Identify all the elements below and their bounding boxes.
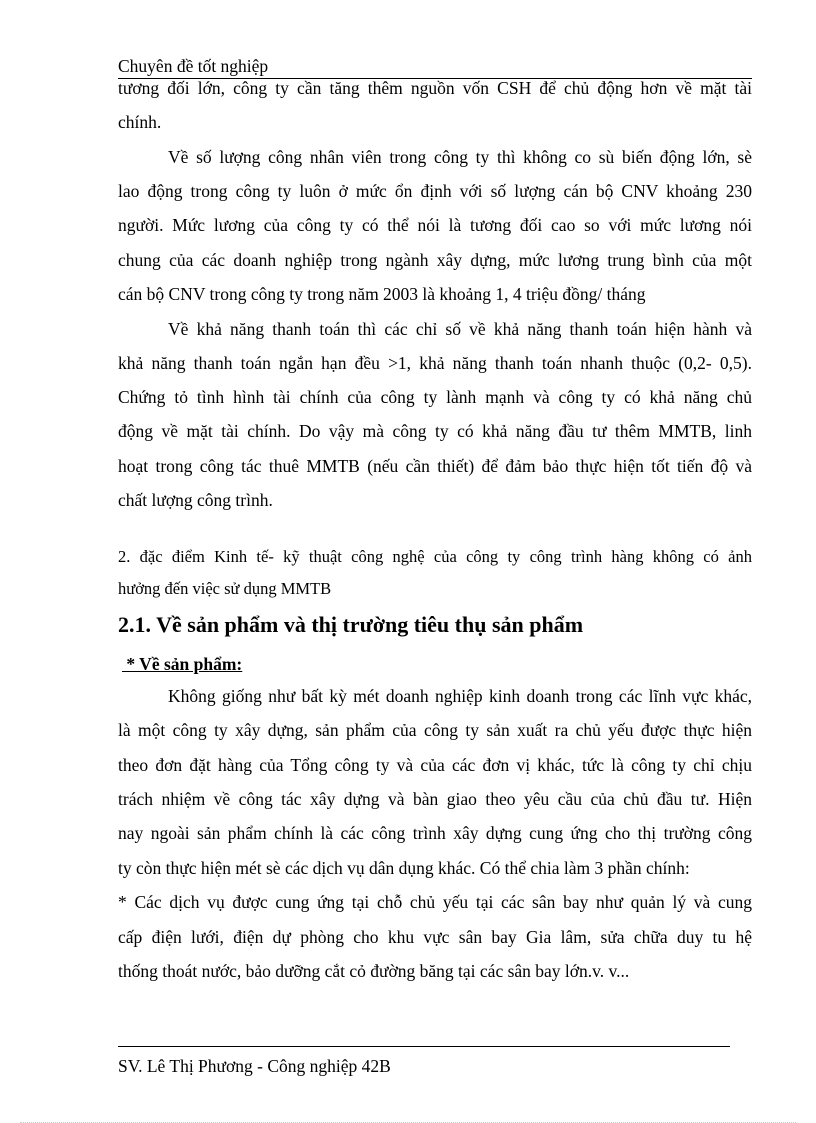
- text-line: chất lượng công trình.: [118, 490, 273, 510]
- text-line: hoạt trong công tác thuê MMTB (nếu cần thiết) để đảm bảo thực hiện tốt tiến độ và: [118, 456, 752, 476]
- section-intro-line: hưởng đến việc sử dụng MMTB: [118, 579, 332, 598]
- text-line: Chứng tỏ tình hình tài chính của công ty lành mạnh và công ty có khả năng chủ: [118, 387, 752, 407]
- text-line: Không giống như bất kỳ mét doanh nghiệp kinh doanh trong các lĩnh vực khác,: [168, 686, 752, 706]
- text-line: khả năng thanh toán ngắn hạn đều >1, khả năng thanh toán nhanh thuộc (0,2- 0,5).: [118, 353, 752, 373]
- text-line: cán bộ CNV trong công ty trong năm 2003 là khoảng 1, 4 triệu đồng/ tháng: [118, 284, 646, 304]
- page-header: [118, 54, 752, 79]
- text-line: cấp điện lưới, điện dự phòng cho khu vực sân bay Gia lâm, sửa chữa duy tu hệ: [118, 927, 752, 947]
- text-line: Về khả năng thanh toán thì các chỉ số về khả năng thanh toán hiện hành và: [168, 319, 752, 339]
- section-heading: 2.1. Về sản phẩm và thị trường tiêu thụ sản phẩm: [118, 612, 584, 637]
- text-line: là một công ty xây dựng, sản phẩm của công ty sản xuất ra chủ yếu được thực hiện: [118, 720, 752, 740]
- text-line: theo đơn đặt hàng của Tổng công ty và của các đơn vị khác, tức là công ty chỉ chịu: [118, 755, 752, 775]
- text-line: trách nhiệm về công tác xây dựng và bàn giao theo yêu cầu của chủ đầu tư. Hiện: [118, 789, 752, 809]
- text-line: nay ngoài sản phẩm chính là các công trình xây dựng cung ứng cho thị trường công: [118, 823, 752, 843]
- section-intro-line: 2. đặc điểm Kinh tế- kỹ thuật công nghệ của công ty công trình hàng không có ảnh: [118, 547, 752, 566]
- text-line: động về mặt tài chính. Do vậy mà công ty có khả năng đầu tư thêm MMTB, linh: [118, 421, 752, 441]
- text-line: * Các dịch vụ được cung ứng tại chỗ chủ yếu tại các sân bay như quản lý và cung: [118, 892, 752, 912]
- text-line: người. Mức lương của công ty có thể nói là tương đối cao so với mức lương nói: [118, 215, 752, 235]
- header-title: Chuyên đề tốt nghiệp: [118, 56, 269, 76]
- page-footer: SV. Lê Thị Phương - Công nghiệp 42B: [118, 1056, 391, 1076]
- footer-divider: [118, 1046, 730, 1047]
- text-line: Về số lượng công nhân viên trong công ty thì không co sù biến động lớn, sè: [168, 147, 752, 167]
- text-line: thống thoát nước, bảo dưỡng cắt cỏ đường băng tại các sân bay lớn.v. v...: [118, 961, 630, 981]
- text-line: lao động trong công ty luôn ở mức ổn định với số lượng cán bộ CNV khoảng 230: [118, 181, 752, 201]
- text-line: ty còn thực hiện mét sè các dịch vụ dân dụng khác. Có thể chia làm 3 phần chính:: [118, 858, 690, 878]
- text-line: chung của các doanh nghiệp trong ngành xây dựng, mức lương trung bình của một: [118, 250, 752, 270]
- subsection-heading: * Về sản phẩm:: [122, 654, 243, 674]
- text-line: chính.: [118, 112, 162, 132]
- text-line: tương đối lớn, công ty cần tăng thêm nguồn vốn CSH để chủ động hơn về mặt tài: [118, 78, 752, 98]
